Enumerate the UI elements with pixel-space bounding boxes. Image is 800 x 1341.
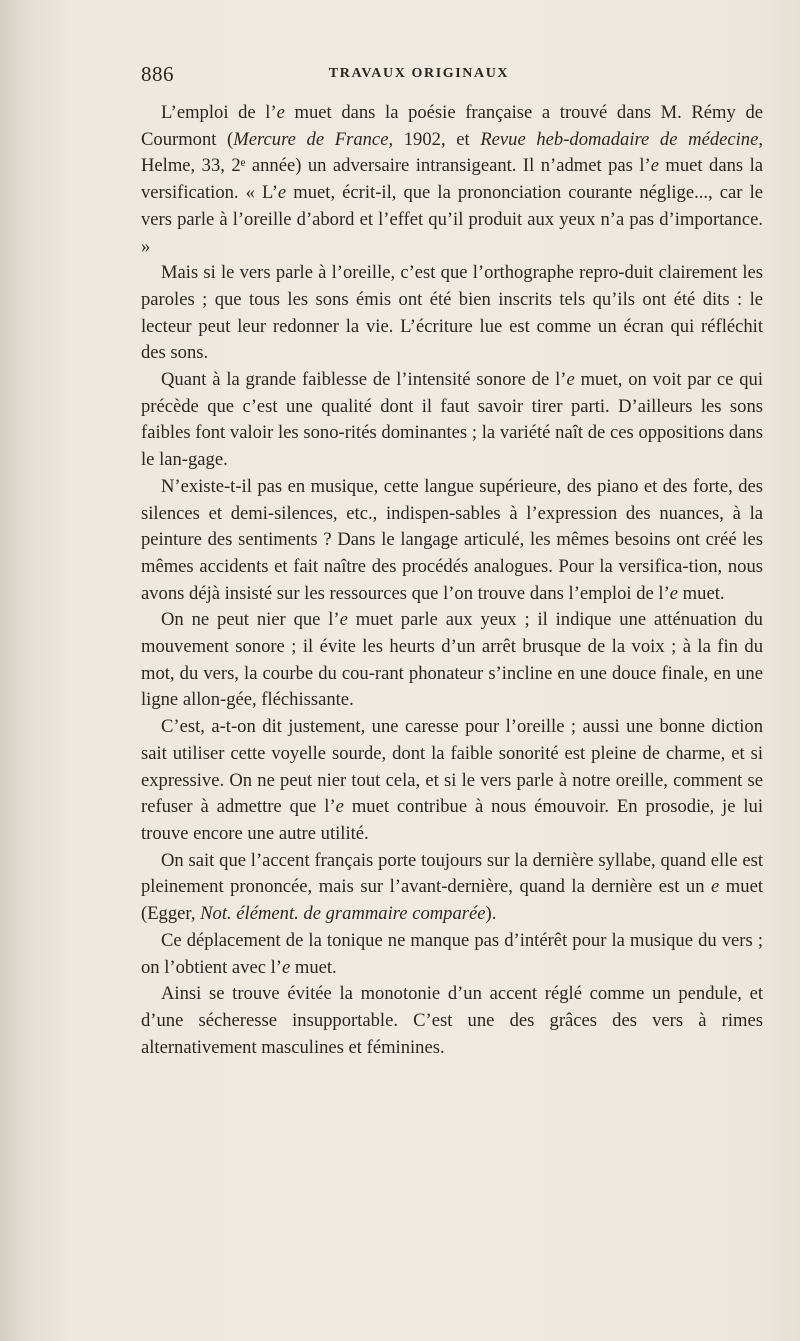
text-run: , 1902, et	[388, 128, 481, 150]
running-title: TRAVAUX ORIGINAUX	[328, 66, 510, 81]
paragraph-4	[141, 474, 763, 608]
body-text	[141, 100, 763, 1061]
italic-e: e	[669, 582, 679, 604]
text-run: L’emploi de l’	[161, 102, 277, 123]
italic-e: e	[277, 182, 287, 204]
text-run: muet.	[678, 582, 725, 604]
text-run: muet parle aux yeux ; il indique une atténuation du mouvement sonore ; il évite les heurts d’un arrêt brusque de la voix ; à la fin du mot, du vers, la courbe du cou-rant phonateur s’incline en une douce finale, en une ligne allon-gée, fléchissante.	[141, 609, 763, 711]
italic-e: e	[339, 609, 348, 631]
italic-e: e	[281, 956, 291, 978]
italic-e: e	[650, 155, 659, 177]
text-run: Quant à la grande faiblesse de l’intensité sonore de l’	[161, 369, 567, 391]
text-run: On sait que l’accent français porte toujours sur la dernière syllabe, quand elle est pleinement prononcée, mais sur l’avant-dernière, quand la dernière est un	[141, 849, 763, 898]
paragraph-9: Ainsi se trouve évitée la monotonie d’un accent réglé comme un pendule, et d’une sécheresse insupportable. C’est une des grâces des vers à rimes alternativement masculines et féminines.	[141, 983, 763, 1058]
text-run: muet dans la poésie française a trouvé dans M. Rémy de Courmont (	[141, 102, 763, 150]
paragraph-2: Mais si le vers parle à l’oreille, c’est que l’orthographe repro-duit clairement les paroles ; que tous les sons émis ont été bien inscrits tels qu’ils ont été dits : le lecteur peut leur redonner la vie. L’écriture lue est comme un écran qui réfléchit des sons.	[141, 262, 763, 364]
text-run: , Helme, 33, 2ᵉ année) un adversaire intransigeant. Il n’admet pas l’	[141, 128, 763, 177]
text-run: On ne peut nier que l’	[161, 609, 340, 631]
text-run: muet.	[290, 956, 337, 978]
text-run: C’est, a-t-on dit justement, une caresse pour l’oreille ; aussi une bonne diction sait utiliser cette voyelle sourde, dont la faible sonorité est pleine de charme, et si expressive. On ne peut nier tout cela, et si le vers parle à notre oreille, comment se refuser à admettre que l’	[141, 716, 763, 818]
text-run: Ce déplacement de la tonique ne manque pas d’intérêt pour la musique du vers ; on l’obtient avec l’	[141, 929, 763, 978]
paragraph-8	[141, 928, 763, 981]
paragraph-7	[141, 848, 763, 928]
text-run: muet, écrit-il, que la prononciation courante néglige..., car le vers parle à l’oreille d’abord et l’effet qu’il produit aux yeux n’a pas d’importance. »	[141, 182, 763, 257]
text-run: muet (Egger,	[141, 876, 763, 925]
paragraph-5	[141, 607, 763, 714]
text-run: muet dans la versification. « L’	[141, 155, 764, 204]
italic-title: Mercure de France	[233, 128, 389, 150]
text-run: N’existe-t-il pas en musique, cette langue supérieure, des piano et des forte, des silences et demi-silences, etc., indispen-sables à l’expression des nuances, à la peinture des sentiments ? Dans le langage articulé, les mêmes besoins ont créé les mêmes accidents et fait naître des procédés analogues. Pour la versifica-tion, nous avons déjà insisté sur les ressources que l’on trouve dans l’emploi de l’	[141, 475, 763, 604]
text-run: muet, on voit par ce qui précède que c’est une qualité dont il faut savoir tirer parti. D’ailleurs les sons faibles font valoir les sono-rités dominantes ; la variété naît de ces oppositions dans le lan-gage.	[141, 369, 763, 471]
page-number: 886	[141, 62, 174, 86]
text-run: muet contribue à nous émouvoir. En prosodie, je lui trouve encore une autre utilité.	[141, 796, 763, 844]
text-run: ).	[485, 903, 497, 925]
italic-e: e	[276, 102, 285, 123]
italic-title: Not. élément. de grammaire comparée	[200, 903, 486, 925]
italic-e: e	[335, 796, 344, 818]
running-head	[141, 62, 761, 90]
italic-e: e	[566, 369, 575, 391]
paragraph-3	[141, 367, 763, 474]
italic-e: e	[711, 876, 720, 898]
paragraph-1	[141, 100, 763, 260]
italic-title: Revue heb-domadaire de médecine	[480, 128, 759, 150]
paragraph-6	[141, 714, 763, 848]
